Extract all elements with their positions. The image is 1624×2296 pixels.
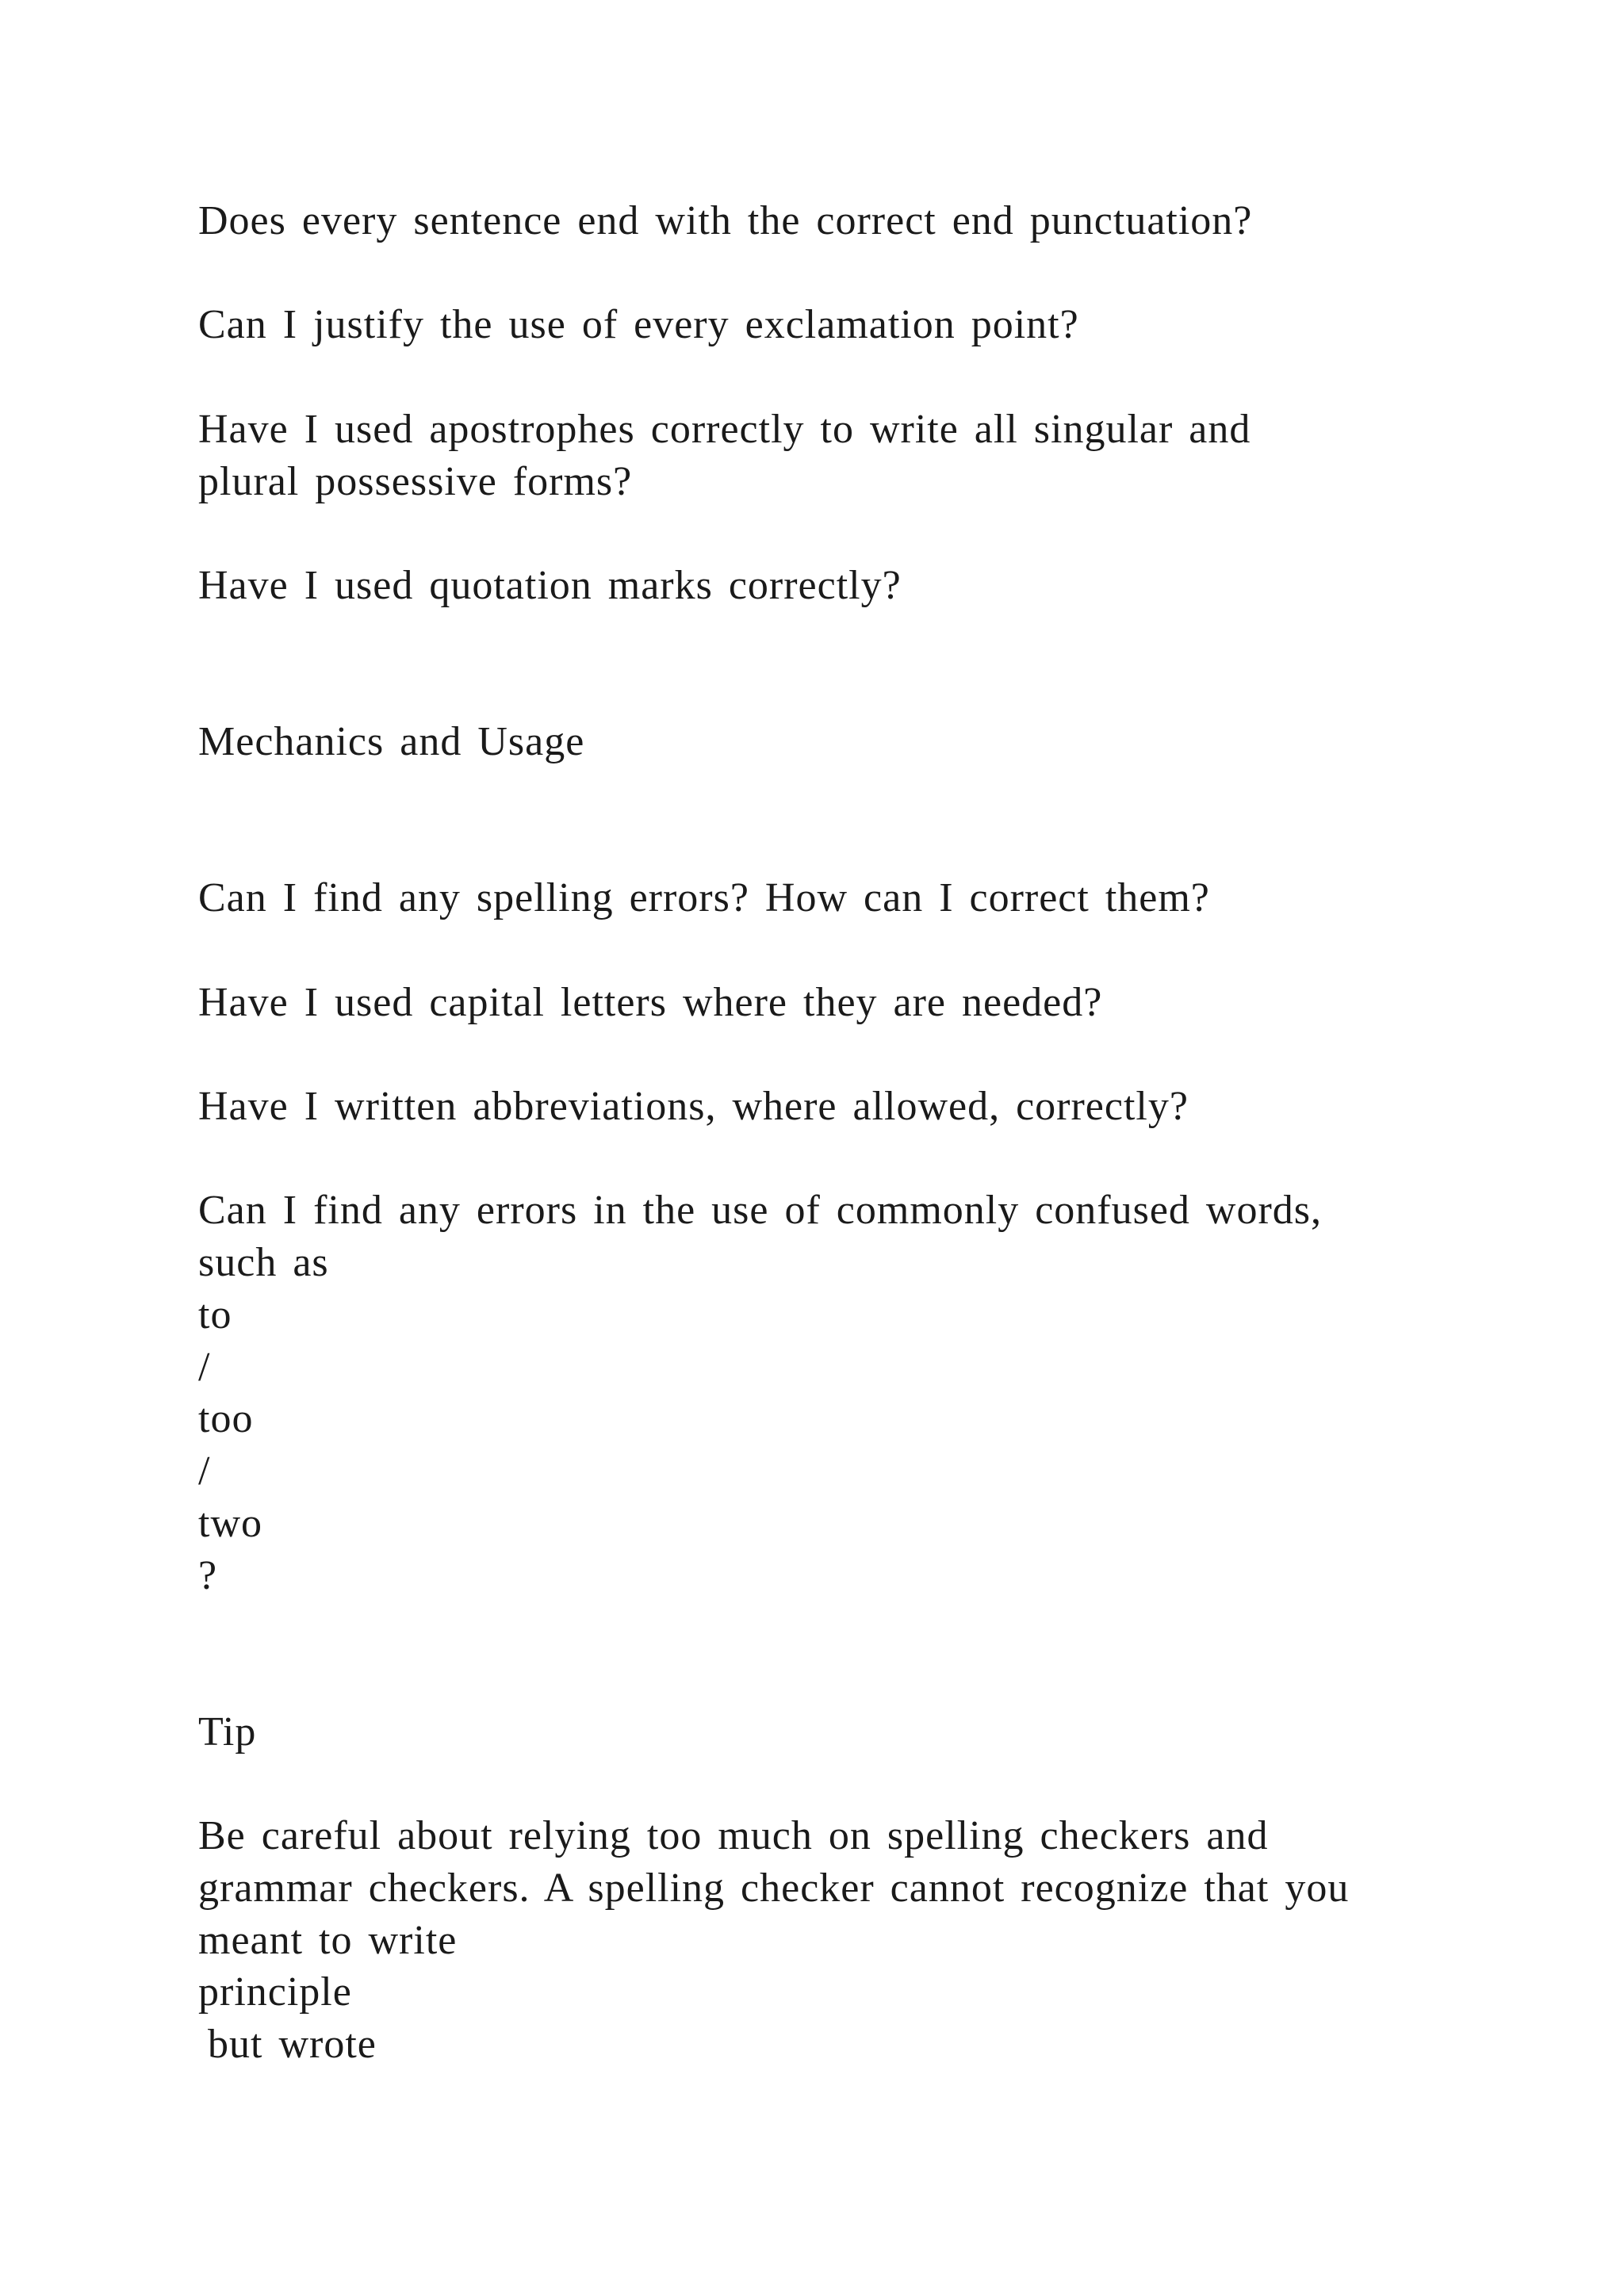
checklist-item-confused-words-cont: such as [198, 1240, 329, 1285]
tip-text-line: Be careful about relying too much on spelling checkers and [198, 1813, 1269, 1858]
example-word-too: too [198, 1396, 254, 1441]
example-question-mark: ? [198, 1553, 218, 1598]
checklist-item-apostrophes-cont: plural possessive forms? [198, 459, 633, 504]
checklist-item-apostrophes: Have I used apostrophes correctly to write all singular and [198, 407, 1251, 452]
example-separator: / [198, 1345, 211, 1390]
checklist-item-quotation-marks: Have I used quotation marks correctly? [198, 563, 902, 608]
checklist-item-capitals: Have I used capital letters where they are needed? [198, 980, 1103, 1025]
checklist-item-end-punctuation: Does every sentence end with the correct end punctuation? [198, 198, 1253, 243]
tip-heading: Tip [198, 1709, 257, 1755]
checklist-item-spelling: Can I find any spelling errors? How can I correct them? [198, 875, 1210, 920]
checklist-item-exclamation: Can I justify the use of every exclamation point? [198, 302, 1079, 347]
checklist-item-confused-words: Can I find any errors in the use of commonly confused words, [198, 1188, 1323, 1233]
example-separator: / [198, 1448, 211, 1494]
tip-text-line: but wrote [208, 2022, 377, 2067]
tip-example-word: principle [198, 1969, 352, 2015]
tip-text-line: meant to write [198, 1918, 458, 1963]
example-word-to: to [198, 1292, 232, 1337]
section-heading: Mechanics and Usage [198, 719, 585, 764]
example-word-two: two [198, 1501, 262, 1546]
checklist-item-abbreviations: Have I written abbreviations, where allowed, correctly? [198, 1084, 1189, 1129]
tip-text-line: grammar checkers. A spelling checker cannot recognize that you [198, 1866, 1350, 1911]
